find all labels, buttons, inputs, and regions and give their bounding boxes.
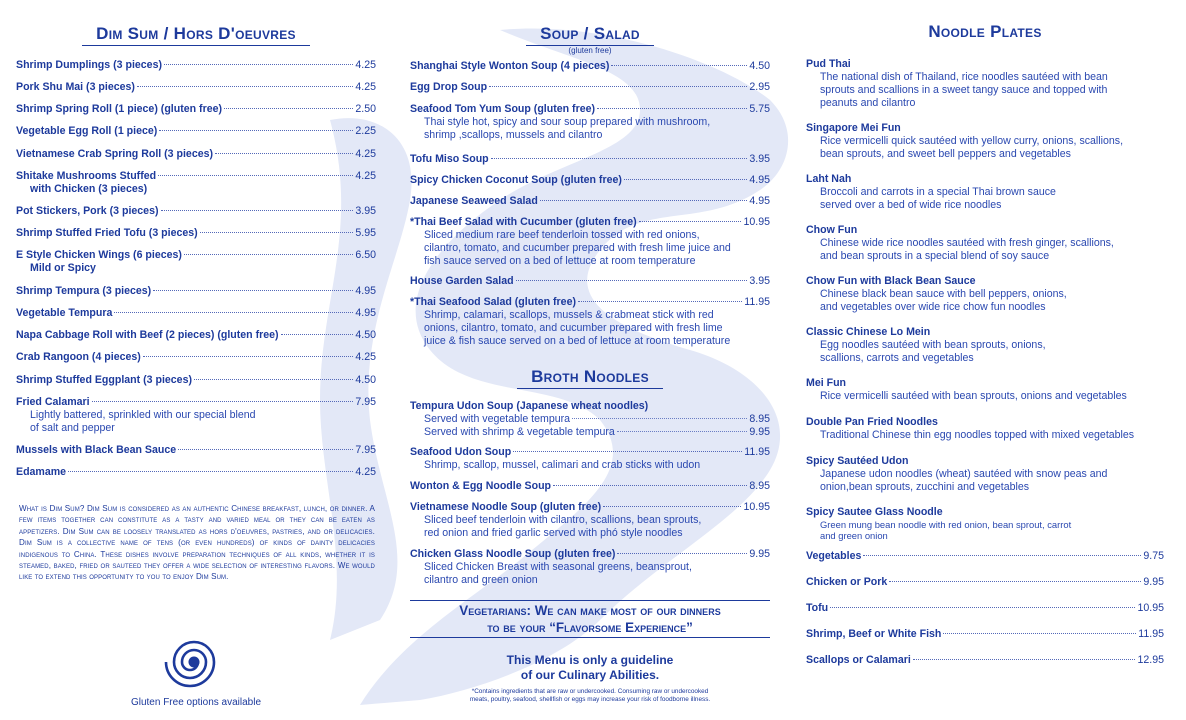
item-description: bean sprouts, and sweet bell peppers and vegetables — [820, 147, 1071, 160]
item-description: red onion and fried garlic served with phó style noodles — [424, 526, 683, 539]
menu-item — [410, 153, 770, 166]
item-name: Japanese Seaweed Salad — [410, 195, 538, 207]
item-name: Scallops or Calamari — [806, 654, 911, 666]
leader-dots — [863, 555, 1141, 556]
item-price: 4.25 — [355, 466, 376, 478]
menu-item — [410, 103, 770, 142]
item-name: Laht Nah — [806, 173, 852, 185]
leader-dots — [624, 179, 747, 180]
item-description: scallions, carrots and vegetables — [820, 351, 974, 364]
item-price: 4.25 — [355, 81, 376, 93]
item-name: *Thai Seafood Salad (gluten free) — [410, 296, 576, 308]
leader-dots — [489, 86, 747, 87]
leader-dots — [178, 449, 353, 450]
item-price: 3.95 — [749, 275, 770, 287]
menu-item — [16, 249, 376, 275]
item-price: 10.95 — [1137, 602, 1164, 614]
menu-item — [16, 81, 376, 94]
item-name: Tofu Miso Soup — [410, 153, 489, 165]
item-description: Lightly battered, sprinkled with our special blend — [30, 409, 256, 421]
menu-item — [410, 275, 770, 288]
menu-item — [16, 374, 376, 387]
menu-item — [16, 227, 376, 240]
menu-item — [410, 548, 770, 587]
menu-item — [16, 170, 376, 196]
menu-item — [16, 444, 376, 457]
item-description: Sliced medium rare beef tenderloin tossed with red onions, — [424, 229, 700, 241]
item-name-continued: with Chicken (3 pieces) — [30, 183, 148, 195]
item-name: Chow Fun with Black Bean Sauce — [806, 275, 976, 287]
item-description: served over a bed of wide rice noodles — [820, 198, 1002, 211]
leader-dots — [215, 153, 353, 154]
item-name: Spicy Sautee Glass Noodle — [806, 506, 943, 518]
soup-salad-column — [410, 0, 770, 720]
item-description: sprouts and scallions in a sweet tangy sauce and topped with — [820, 83, 1108, 96]
leader-dots — [578, 301, 742, 302]
spiral-logo-icon — [162, 632, 226, 692]
item-name: Double Pan Fried Noodles — [806, 416, 938, 428]
item-price: 5.75 — [749, 103, 770, 115]
item-name: Shitake Mushrooms Stuffed — [16, 170, 157, 182]
leader-dots — [639, 221, 742, 222]
leader-dots — [597, 108, 747, 109]
noodle-plates-column — [806, 0, 1164, 720]
menu-item — [410, 174, 770, 187]
item-price: 4.95 — [749, 195, 770, 207]
item-description: peanuts and cilantro — [820, 96, 916, 109]
item-name: Pud Thai — [806, 58, 851, 70]
menu-item — [806, 455, 1164, 494]
item-name: Fried Calamari — [16, 396, 90, 408]
item-description: and green onion — [820, 530, 888, 541]
item-price: 4.95 — [355, 285, 376, 297]
item-description: Traditional Chinese thin egg noodles topped with mixed vegetables — [820, 429, 1135, 441]
item-price: 4.50 — [355, 374, 376, 386]
leader-dots — [92, 401, 354, 402]
item-price: 4.95 — [355, 307, 376, 319]
menu-item — [16, 307, 376, 320]
item-price: 9.75 — [1143, 550, 1164, 562]
item-description: and vegetables over wide rice chow fun noodles — [820, 300, 1046, 313]
menu-item — [806, 173, 1164, 212]
item-name: Shrimp, Beef or White Fish — [806, 628, 942, 640]
item-name: Shanghai Style Wonton Soup (4 pieces) — [410, 60, 610, 72]
item-description: Chinese black bean sauce with bell peppers, onions, — [820, 288, 1067, 300]
leader-dots — [913, 659, 1136, 660]
leader-dots — [161, 210, 354, 211]
gluten-free-note: Gluten Free options available — [130, 697, 262, 708]
item-description: juice & fish sauce served on a bed of lettuce at room temperature — [424, 334, 731, 347]
item-name: Shrimp Tempura (3 pieces) — [16, 285, 152, 297]
menu-item — [410, 81, 770, 94]
leader-dots — [200, 232, 354, 233]
item-name: Edamame — [16, 466, 67, 478]
item-price: 2.95 — [749, 81, 770, 93]
vegetarian-banner: Vegetarians: We can make most of our dinners to be your “Flavorsome Experience” — [410, 600, 770, 638]
item-name: House Garden Salad — [410, 275, 514, 287]
menu-item — [16, 125, 376, 138]
item-name: Wonton & Egg Noodle Soup — [410, 480, 552, 492]
leader-dots — [68, 471, 353, 472]
leader-dots — [137, 86, 353, 87]
item-description: Rice vermicelli sautéed with bean sprouts, onions and vegetables — [820, 390, 1127, 402]
item-name: *Thai Beef Salad with Cucumber (gluten free) — [410, 216, 637, 228]
item-name: Pot Stickers, Pork (3 pieces) — [16, 205, 159, 217]
item-name: Vietnamese Noodle Soup (gluten free) — [410, 501, 602, 513]
leader-dots — [184, 254, 353, 255]
item-description: Broccoli and carrots in a special Thai brown sauce — [820, 186, 1056, 198]
item-price: 9.95 — [1143, 576, 1164, 588]
item-price: 5.95 — [355, 227, 376, 239]
item-price: 11.95 — [744, 296, 770, 308]
item-price: 3.95 — [355, 205, 376, 217]
item-price: 4.25 — [355, 148, 376, 160]
item-description: cilantro, tomato, and cucumber prepared with fresh lime juice and — [424, 241, 731, 254]
item-description: and bean sprouts in a special blend of soy sauce — [820, 249, 1050, 262]
item-price: 6.50 — [355, 249, 376, 261]
item-name: Shrimp Stuffed Fried Tofu (3 pieces) — [16, 227, 198, 239]
tempura-udon-item — [410, 400, 770, 439]
item-name: Shrimp Dumplings (3 pieces) — [16, 59, 162, 71]
item-price: 4.25 — [355, 170, 376, 182]
leader-dots — [164, 64, 353, 65]
leader-dots — [158, 175, 353, 176]
item-description: Sliced beef tenderloin with cilantro, scallions, bean sprouts, — [424, 514, 702, 526]
menu-item — [806, 224, 1164, 263]
item-description: Shrimp, calamari, scallops, mussels & crabmeat stick with red — [424, 309, 714, 321]
item-description: shrimp ,scallops, mussels and cilantro — [424, 128, 603, 141]
menu-item — [806, 506, 1164, 541]
item-name: Mei Fun — [806, 377, 847, 389]
menu-item — [410, 195, 770, 208]
item-price: 10.95 — [743, 216, 770, 228]
item-price: 11.95 — [1138, 628, 1164, 640]
item-name: Chow Fun — [806, 224, 858, 236]
item-price: 4.95 — [749, 174, 770, 186]
leader-dots — [830, 607, 1135, 608]
leader-dots — [516, 280, 748, 281]
item-price: 7.95 — [355, 396, 376, 408]
soup-salad-heading: Soup / Salad — [410, 24, 770, 46]
broth-noodles-heading: Broth Noodles — [410, 367, 770, 389]
item-description: onions, cilantro, tomato, and cucumber prepared with fresh lime — [424, 321, 723, 334]
raw-food-warning: *Contains ingredients that are raw or undercooked. Consuming raw or undercooked meats, poultry, seafood, shellfish or eggs may increase your risk of foodborne illness. — [469, 688, 711, 703]
item-name: Egg Drop Soup — [410, 81, 488, 93]
menu-item — [806, 275, 1164, 314]
leader-dots — [281, 334, 354, 335]
item-description: Green mung bean noodle with red onion, bean sprout, carrot — [820, 519, 1072, 530]
leader-dots — [224, 108, 353, 109]
item-description: Chinese wide rice noodles sautéed with fresh ginger, scallions, — [820, 237, 1114, 249]
menu-guideline-note: This Menu is only a guideline of our Culinary Abilities. — [506, 653, 674, 682]
item-description: Sliced Chicken Breast with seasonal greens, beansprout, — [424, 561, 692, 573]
item-price: 4.50 — [355, 329, 376, 341]
item-description: onion,bean sprouts, zucchini and vegetables — [820, 480, 1030, 493]
menu-item — [806, 576, 1164, 589]
item-description: Egg noodles sautéed with bean sprouts, onions, — [820, 339, 1046, 351]
item-name: Napa Cabbage Roll with Beef (2 pieces) (gluten free) — [16, 329, 279, 341]
menu-item — [16, 285, 376, 298]
menu-item — [806, 416, 1164, 442]
item-name: Vegetable Egg Roll (1 piece) — [16, 125, 158, 137]
menu-item — [410, 480, 770, 493]
item-name: E Style Chicken Wings (6 pieces) — [16, 249, 182, 261]
leader-dots — [194, 379, 353, 380]
item-price: 8.95 — [749, 413, 770, 425]
menu-item — [806, 326, 1164, 365]
menu-item — [410, 216, 770, 267]
menu-item — [16, 396, 376, 435]
item-price: 4.25 — [355, 351, 376, 363]
menu-item — [806, 58, 1164, 109]
item-price: 8.95 — [749, 480, 770, 492]
item-price: 11.95 — [744, 446, 770, 458]
leader-dots — [611, 65, 747, 66]
item-name: Spicy Chicken Coconut Soup (gluten free) — [410, 174, 622, 186]
dim-sum-about-text: What is Dim Sum? Dim Sum is considered as an authentic Chinese breakfast, lunch, or dinner. A few items together can constitute as a tasty and varied meal or they can be eaten as appetizers. Dim Sum can be loosely translated as hors d'oeuvres, pastries, and or delicacies. Dim Sum is a collective name of tens (or even hundreds) of kinds of dainty delicacies indigenous to China. These dishes involve preparation techniques of all kinds, whether it is steamed, baked, fried or sauteed they offer a wide selection of interesting flavors. We would like to extend this opportunity to you to enjoy Dim Sum. — [19, 504, 375, 582]
leader-dots — [513, 451, 742, 452]
menu-item — [16, 148, 376, 161]
leader-dots — [553, 485, 747, 486]
item-price: 2.25 — [355, 125, 376, 137]
item-price: 9.95 — [749, 426, 770, 438]
item-price: 2.50 — [355, 103, 376, 115]
leader-dots — [603, 506, 741, 507]
menu-item — [806, 654, 1164, 667]
menu-item — [806, 628, 1164, 641]
leader-dots — [143, 356, 354, 357]
item-name: Pork Shu Mai (3 pieces) — [16, 81, 135, 93]
item-name-continued: Mild or Spicy — [30, 262, 96, 274]
menu-item — [410, 60, 770, 73]
item-name: Crab Rangoon (4 pieces) — [16, 351, 141, 363]
item-name: Singapore Mei Fun — [806, 122, 901, 134]
menu-item — [16, 59, 376, 72]
leader-dots — [617, 553, 747, 554]
menu-item — [410, 446, 770, 472]
menu-item — [806, 122, 1164, 161]
item-name: Tofu — [806, 602, 829, 614]
item-description: Thai style hot, spicy and sour soup prepared with mushroom, — [424, 116, 711, 128]
item-price: 3.95 — [749, 153, 770, 165]
item-price: 12.95 — [1137, 654, 1164, 666]
item-price: 10.95 — [743, 501, 770, 513]
item-name: Classic Chinese Lo Mein — [806, 326, 931, 338]
item-name: Seafood Tom Yum Soup (gluten free) — [410, 103, 596, 115]
leader-dots — [114, 312, 353, 313]
item-price: 7.95 — [355, 444, 376, 456]
menu-item — [16, 351, 376, 364]
dim-sum-column — [16, 0, 376, 720]
menu-item — [16, 466, 376, 479]
item-price: 4.50 — [749, 60, 770, 72]
item-description: Japanese udon noodles (wheat) sautéed with snow peas and — [820, 468, 1108, 480]
item-name: Chicken or Pork — [806, 576, 888, 588]
noodle-plates-heading: Noodle Plates — [928, 22, 1042, 41]
item-name: Shrimp Stuffed Eggplant (3 pieces) — [16, 374, 192, 386]
item-name: Vietnamese Crab Spring Roll (3 pieces) — [16, 148, 214, 160]
item-description: of salt and pepper — [30, 421, 115, 434]
dim-sum-heading: Dim Sum / Hors D'oeuvres — [16, 24, 376, 46]
leader-dots — [943, 633, 1136, 634]
soup-gluten-note: (gluten free) — [568, 46, 612, 55]
item-description: cilantro and green onion — [424, 573, 538, 586]
item-description: Shrimp, scallop, mussel, calimari and crab sticks with udon — [424, 459, 701, 471]
menu-item — [16, 103, 376, 116]
menu-item — [410, 501, 770, 540]
item-name: Vegetable Tempura — [16, 307, 113, 319]
leader-dots — [540, 200, 748, 201]
menu-item — [806, 377, 1164, 403]
item-option: Served with vegetable tempura — [424, 413, 571, 425]
item-name: Tempura Udon Soup (Japanese wheat noodles) — [410, 400, 649, 412]
item-name: Vegetables — [806, 550, 862, 562]
item-price: 4.25 — [355, 59, 376, 71]
menu-item — [806, 602, 1164, 615]
leader-dots — [153, 290, 353, 291]
item-price: 9.95 — [749, 548, 770, 560]
leader-dots — [159, 130, 353, 131]
item-description: Rice vermicelli quick sautéed with yellow curry, onions, scallions, — [820, 135, 1124, 147]
item-option: Served with shrimp & vegetable tempura — [424, 426, 615, 438]
menu-item — [410, 296, 770, 347]
item-name: Shrimp Spring Roll (1 piece) (gluten free) — [16, 103, 223, 115]
item-description: The national dish of Thailand, rice noodles sautéed with bean — [820, 71, 1108, 83]
item-description: fish sauce served on a bed of lettuce at room temperature — [424, 254, 696, 267]
menu-item — [806, 550, 1164, 563]
leader-dots — [491, 158, 748, 159]
item-name: Chicken Glass Noodle Soup (gluten free) — [410, 548, 616, 560]
item-name: Seafood Udon Soup — [410, 446, 512, 458]
menu-item — [16, 329, 376, 342]
item-name: Mussels with Black Bean Sauce — [16, 444, 177, 456]
menu-item — [16, 205, 376, 218]
item-name: Spicy Sautéed Udon — [806, 455, 909, 467]
leader-dots — [889, 581, 1141, 582]
